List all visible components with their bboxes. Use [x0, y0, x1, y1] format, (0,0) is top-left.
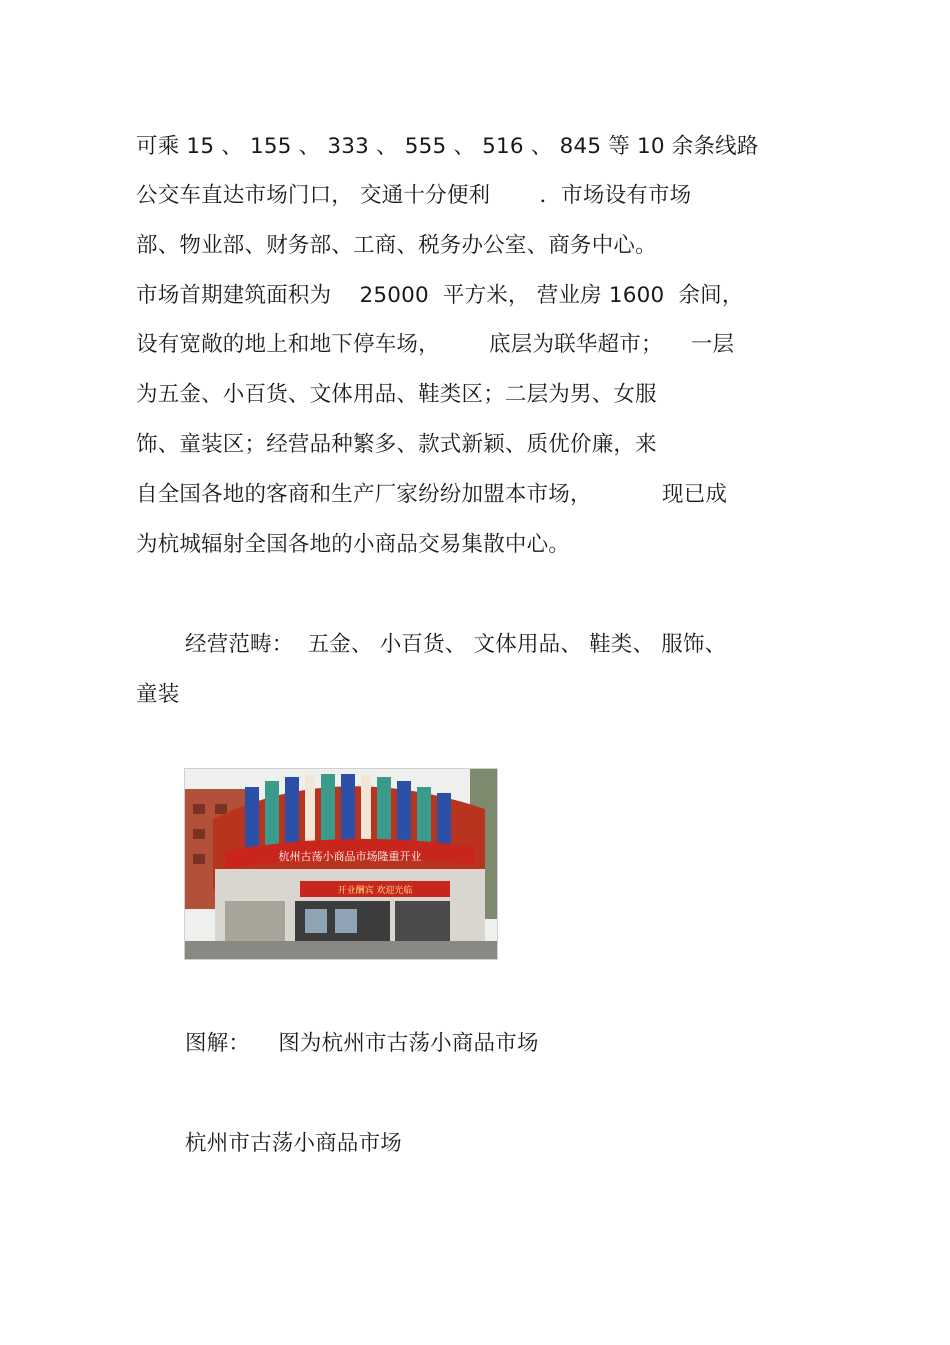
- image-caption: 图解： 图为杭州市古荡小商品市场: [185, 1031, 539, 1056]
- paragraph-line: 自全国各地的客商和生产厂家纷纷加盟本市场， 现已成: [136, 482, 728, 507]
- footer-title: 杭州市古荡小商品市场: [185, 1131, 403, 1156]
- business-scope-continued: 童装: [136, 682, 180, 707]
- paragraph-line: 设有宽敞的地上和地下停车场， 底层为联华超市； 一层: [136, 332, 735, 357]
- paragraph-line: 饰、童装区；经营品种繁多、款式新颖、质优价廉，来: [136, 432, 657, 457]
- market-photo: [184, 768, 498, 960]
- paragraph-line: 为五金、小百货、文体用品、鞋类区；二层为男、女服: [136, 382, 657, 407]
- paragraph-line: 市场首期建筑面积为 25000 平方米， 营业房 1600 余间，: [136, 283, 744, 308]
- market-building-illustration: [185, 769, 497, 959]
- banner-text: 杭州古荡小商品市场隆重开业: [278, 850, 422, 863]
- shop-sign-text: 开业酬宾 欢迎光临: [337, 886, 413, 896]
- paragraph-line: 部、物业部、财务部、工商、税务办公室、商务中心。: [136, 233, 657, 258]
- business-scope: 经营范畴： 五金、 小百货、 文体用品、 鞋类、 服饰、: [185, 632, 727, 657]
- paragraph-line: 公交车直达市场门口， 交通十分便利 ．市场设有市场: [136, 183, 692, 208]
- paragraph-line: 可乘 15 、 155 、 333 、 555 、 516 、 845 等 10 余条线路: [136, 134, 759, 159]
- paragraph-line: 为杭城辐射全国各地的小商品交易集散中心。: [136, 532, 571, 557]
